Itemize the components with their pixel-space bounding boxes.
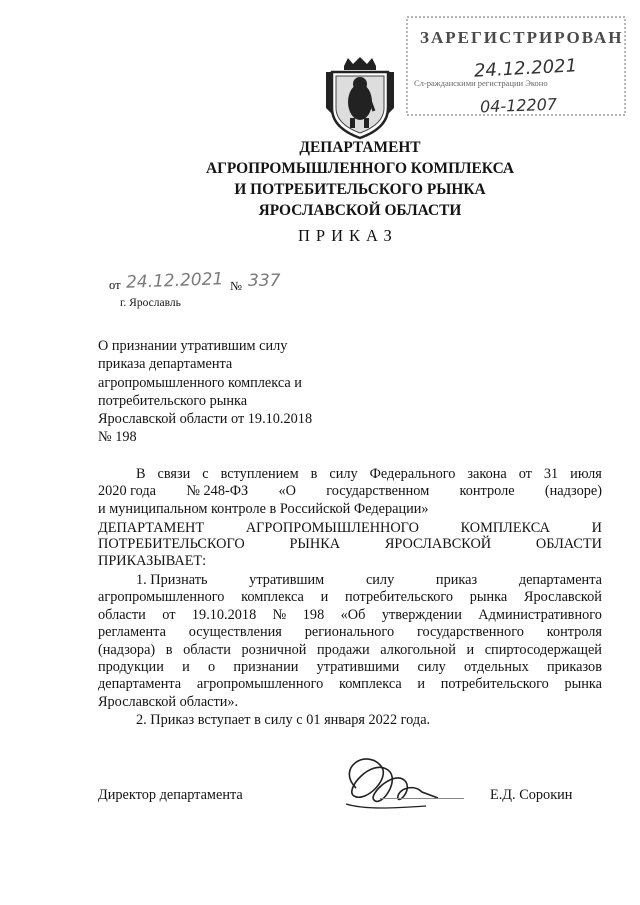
word: признании bbox=[233, 659, 299, 676]
word: и bbox=[320, 589, 329, 606]
word: 31 bbox=[543, 466, 559, 482]
word: закона bbox=[467, 466, 507, 482]
number-label: № bbox=[230, 279, 242, 293]
word: регламента bbox=[98, 624, 166, 641]
word: от bbox=[162, 606, 176, 623]
justified-line bbox=[98, 659, 602, 676]
word: силу bbox=[365, 572, 395, 588]
date-label: от bbox=[109, 278, 121, 292]
word: «Об bbox=[340, 606, 366, 623]
word: регионального bbox=[304, 624, 395, 641]
signatory-position: Директор департамента bbox=[98, 787, 243, 803]
word: государственного bbox=[416, 624, 524, 641]
word: (надзора) bbox=[98, 641, 156, 658]
word: № 248-ФЗ bbox=[186, 483, 249, 500]
word: № bbox=[272, 606, 287, 623]
word: агропромышленного bbox=[196, 676, 324, 693]
word: АГРОПРОМЫШЛЕННОГО bbox=[245, 520, 419, 536]
word: Ярославской bbox=[523, 589, 602, 606]
word: в bbox=[310, 466, 318, 482]
city: г. Ярославль bbox=[120, 297, 181, 309]
word: осуществления bbox=[188, 624, 282, 641]
subject-line: Ярославской области от 19.10.2018 bbox=[98, 411, 313, 428]
word: 2020 года bbox=[98, 483, 157, 500]
justified-line bbox=[98, 466, 602, 483]
word: от bbox=[518, 466, 532, 482]
subject-block bbox=[98, 337, 312, 447]
word: 19.10.2018 bbox=[191, 606, 257, 623]
subject-line: агропромышленного комплекса и bbox=[98, 374, 302, 391]
text-line: 2. Приказ вступает в силу с 01 января 2022 года. bbox=[136, 712, 431, 728]
word: приказ bbox=[435, 572, 478, 588]
text-line: Ярославской области». bbox=[98, 693, 239, 710]
word: отдельных bbox=[464, 659, 529, 676]
word: ПОТРЕБИТЕЛЬСКОГО bbox=[98, 536, 245, 553]
word: контроле bbox=[459, 483, 515, 500]
justified-line bbox=[98, 624, 602, 641]
word: рынка bbox=[564, 676, 602, 693]
word: ДЕПАРТАМЕНТ bbox=[98, 520, 205, 536]
subject-line: О признании утратившим силу bbox=[98, 338, 288, 354]
date-value: 24.12.2021 bbox=[125, 269, 224, 293]
word: В bbox=[136, 466, 146, 482]
word: ЯРОСЛАВСКОЙ bbox=[384, 536, 492, 553]
word: департамента bbox=[518, 572, 602, 588]
handwritten-signature bbox=[326, 748, 446, 818]
word: Административного bbox=[478, 606, 602, 623]
word: спиртосодержащей bbox=[484, 641, 602, 658]
word: силу bbox=[329, 466, 358, 482]
word: КОМПЛЕКСА bbox=[460, 520, 550, 536]
word: агропромышленного bbox=[98, 589, 225, 606]
word: и bbox=[466, 641, 475, 658]
word: с bbox=[202, 466, 209, 482]
word: утратившими bbox=[316, 659, 400, 676]
word: департамента bbox=[98, 676, 182, 693]
word: алкогольной bbox=[380, 641, 456, 658]
word: в bbox=[165, 641, 173, 658]
word: (надзоре) bbox=[544, 483, 602, 500]
word: силу bbox=[417, 659, 446, 676]
justified-line bbox=[98, 676, 602, 693]
word: продукции bbox=[98, 659, 164, 676]
preamble-paragraph bbox=[98, 466, 602, 518]
word: потребительского bbox=[440, 676, 549, 693]
justified-line bbox=[98, 607, 602, 624]
word: области bbox=[98, 606, 146, 623]
word: области bbox=[183, 641, 231, 658]
word: Федерального bbox=[369, 466, 456, 482]
word: рынка bbox=[469, 589, 508, 606]
number-value: 337 bbox=[248, 271, 281, 291]
word: июля bbox=[570, 466, 602, 482]
text-line: и муниципальном контроле в Российской Федерации» bbox=[98, 500, 429, 517]
item-2-paragraph bbox=[98, 712, 602, 729]
word: о bbox=[207, 659, 216, 676]
word: утратившим bbox=[249, 572, 325, 588]
justified-line bbox=[98, 642, 602, 659]
dept-line: И ПОТРЕБИТЕЛЬСКОГО РЫНКА bbox=[234, 181, 486, 198]
coat-of-arms-emblem bbox=[322, 56, 398, 142]
dept-line: ДЕПАРТАМЕНТ bbox=[299, 139, 421, 156]
department-heading bbox=[170, 137, 550, 221]
subject-line: потребительского рынка bbox=[98, 392, 248, 409]
word: приказов bbox=[546, 659, 602, 676]
dept-line: ЯРОСЛАВСКОЙ ОБЛАСТИ bbox=[258, 202, 462, 219]
word: РЫНКА bbox=[289, 536, 341, 553]
stamp-number: 04-12207 bbox=[479, 94, 558, 117]
signature-line bbox=[380, 798, 464, 799]
signatory-name: Е.Д. Сорокин bbox=[490, 787, 573, 803]
decree-block bbox=[98, 520, 602, 569]
item-1-paragraph bbox=[98, 572, 602, 711]
word: и bbox=[182, 659, 190, 676]
word: вступлением bbox=[220, 466, 299, 482]
justified-line bbox=[98, 520, 602, 536]
justified-line bbox=[98, 483, 602, 500]
text-line: ПРИКАЗЫВАЕТ: bbox=[98, 552, 207, 569]
word: потребительского bbox=[344, 589, 454, 606]
word: утверждении bbox=[381, 606, 462, 623]
stamp-text: Сл-ражданскими регистрации Эконо bbox=[414, 78, 548, 88]
justified-line bbox=[98, 536, 602, 552]
word: ОБЛАСТИ bbox=[535, 536, 602, 553]
word: комплекса bbox=[241, 589, 304, 606]
word: комплекса bbox=[338, 676, 402, 693]
word: 198 bbox=[302, 606, 325, 623]
word: розничной bbox=[241, 641, 307, 658]
word: И bbox=[591, 520, 602, 536]
justified-line bbox=[98, 589, 602, 606]
document-type: ПРИКАЗ bbox=[298, 226, 398, 245]
word: 1. Признать bbox=[136, 572, 208, 588]
word: государственном bbox=[326, 483, 430, 500]
word: контроля bbox=[546, 624, 602, 641]
dept-line: АГРОПРОМЫШЛЕННОГО КОМПЛЕКСА bbox=[205, 160, 515, 177]
word: связи bbox=[157, 466, 191, 482]
subject-line: приказа департамента bbox=[98, 356, 233, 373]
stamp-date: 24.12.2021 bbox=[473, 55, 578, 82]
word: «О bbox=[278, 483, 296, 500]
stamp-title: ЗАРЕГИСТРИРОВАН bbox=[420, 28, 624, 47]
justified-line bbox=[98, 572, 602, 589]
word: продажи bbox=[317, 641, 370, 658]
subject-line: № 198 bbox=[98, 429, 137, 446]
word: и bbox=[417, 676, 426, 693]
